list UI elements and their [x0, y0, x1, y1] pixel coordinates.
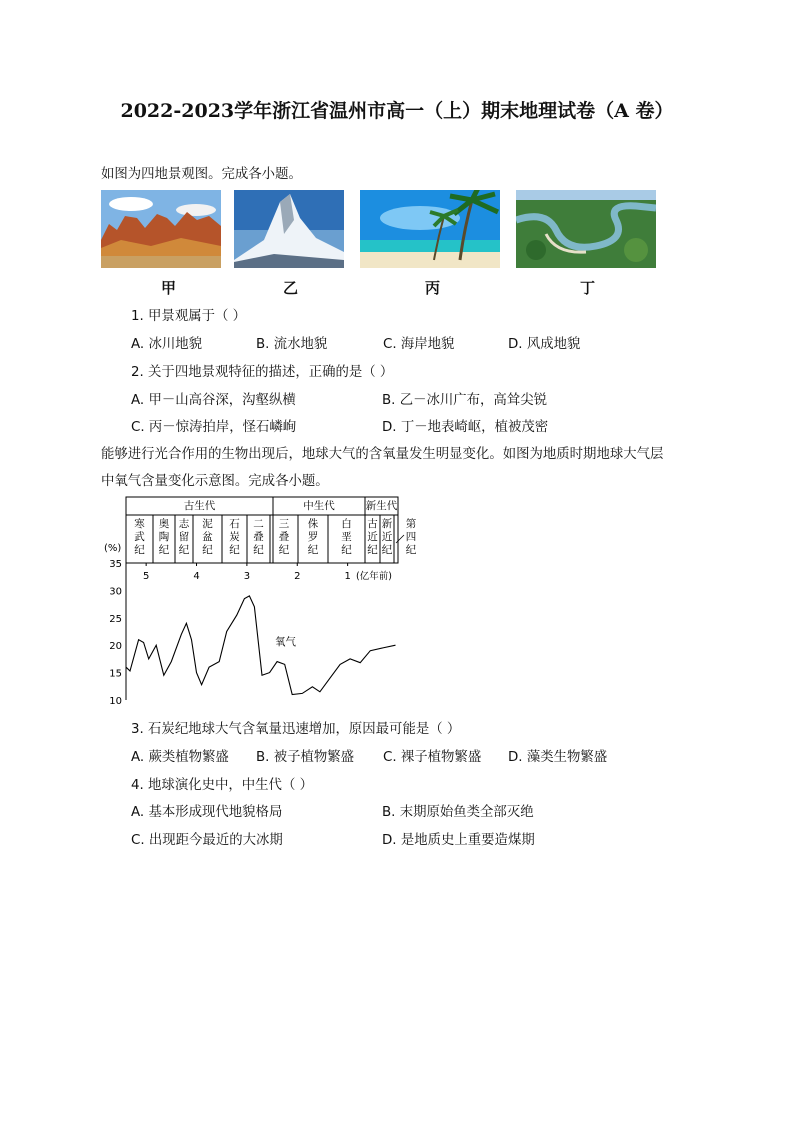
intro-text-1: 如图为四地景观图。完成各小题。: [101, 167, 302, 182]
landscape-photo-jia: [101, 190, 221, 268]
intro-text-2b: 中氧气含量变化示意图。完成各小题。: [101, 474, 329, 489]
y-tick-label: 10: [109, 696, 122, 707]
caption-jia: 甲: [161, 279, 177, 297]
y-tick-label: 35: [109, 559, 122, 570]
period-label: 留: [178, 531, 190, 543]
period-label: 二: [253, 518, 264, 530]
period-label: 古: [367, 518, 378, 530]
y-tick-label: 15: [109, 668, 122, 680]
question-3-stem: 3. 石炭纪地球大气含氧量迅速增加，原因最可能是（ ）: [131, 722, 461, 737]
q1-option-a[interactable]: A. 冰川地貌: [131, 337, 202, 352]
y-tick-label: 30: [109, 586, 122, 598]
x-tick-label: 2: [294, 571, 301, 582]
q2-option-b[interactable]: B. 乙－冰川广布，高耸尖锐: [382, 393, 547, 408]
q2-option-a[interactable]: A. 甲－山高谷深，沟壑纵横: [131, 393, 296, 408]
caption-ding: 丁: [580, 279, 596, 297]
oxygen-series-line: [126, 596, 396, 695]
period-label: 纪: [253, 544, 264, 556]
q3-option-b[interactable]: B. 被子植物繁盛: [256, 750, 355, 765]
q4-option-a[interactable]: A. 基本形成现代地貌格局: [131, 805, 283, 820]
q1-option-c[interactable]: C. 海岸地貌: [383, 337, 455, 352]
q4-option-d[interactable]: D. 是地质史上重要造煤期: [382, 833, 535, 848]
period-label: 近: [381, 531, 393, 543]
period-label: 纪: [158, 544, 170, 556]
period-label: 三: [278, 518, 290, 530]
period-label: 奥: [158, 518, 170, 530]
period-label: 纪: [405, 544, 417, 556]
period-label: 白: [341, 518, 352, 530]
y-axis-unit: (%): [104, 543, 122, 554]
q4-option-c[interactable]: C. 出现距今最近的大冰期: [131, 833, 283, 848]
era-label: 古生代: [183, 500, 216, 512]
period-label: 罗: [307, 531, 319, 543]
period-label: 近: [367, 531, 378, 543]
period-label: 叠: [253, 531, 264, 543]
period-label: 纪: [278, 544, 290, 556]
period-label: 寒: [134, 518, 145, 530]
period-label: 纪: [134, 544, 145, 556]
q3-option-c[interactable]: C. 裸子植物繁盛: [383, 750, 482, 765]
y-tick-label: 20: [109, 641, 122, 653]
period-label: 叠: [278, 531, 290, 543]
caption-bing: 丙: [425, 279, 441, 297]
intro-text-2a: 能够进行光合作用的生物出现后，地球大气的含氧量发生明显变化。如图为地质时期地球大气层: [101, 447, 664, 462]
period-label: 炭: [229, 531, 240, 543]
period-label: 新: [381, 518, 393, 530]
x-tick-label: 5: [142, 571, 150, 582]
era-label: 新生代: [365, 500, 398, 512]
period-label: 武: [134, 531, 145, 543]
question-2-stem: 2. 关于四地景观特征的描述，正确的是（ ）: [131, 365, 394, 380]
landscape-photo-ding: [516, 190, 656, 268]
period-label: 泥: [202, 518, 213, 530]
x-tick-label: 1: [344, 571, 351, 582]
question-4-stem: 4. 地球演化史中，中生代（ ）: [131, 778, 313, 793]
period-label: 纪: [202, 544, 213, 556]
q1-option-d[interactable]: D. 风成地貌: [508, 337, 581, 352]
danxia-landform-photo: [101, 190, 221, 268]
page-title: 2022-2023学年浙江省温州市高一（上）期末地理试卷（A 卷）: [120, 100, 674, 122]
y-tick-label: 25: [109, 613, 122, 625]
period-label: 纪: [341, 544, 352, 556]
landscape-photo-yi: [234, 190, 344, 268]
period-label: 盆: [202, 531, 213, 543]
period-label: 陶: [158, 531, 170, 543]
meandering-river-photo: [516, 190, 656, 268]
tropical-beach-photo: [360, 190, 500, 268]
q3-option-d[interactable]: D. 藻类生物繁盛: [508, 750, 608, 765]
x-axis-unit: (亿年前): [356, 571, 392, 582]
quaternary-pointer: [396, 535, 404, 543]
caption-yi: 乙: [283, 279, 299, 297]
q1-option-b[interactable]: B. 流水地貌: [256, 337, 328, 352]
period-label: 纪: [381, 544, 393, 556]
era-label: 中生代: [303, 500, 335, 512]
period-label: 垩: [341, 531, 352, 543]
series-label: 氧气: [275, 636, 296, 648]
question-1-stem: 1. 甲景观属于（ ）: [131, 309, 247, 324]
x-tick-label: 3: [243, 571, 251, 582]
q2-option-c[interactable]: C. 丙－惊涛拍岸，怪石嶙峋: [131, 420, 297, 435]
period-label: 纪: [178, 544, 190, 556]
period-label: 侏: [307, 518, 319, 530]
x-tick-label: 4: [193, 571, 200, 582]
period-label: 纪: [367, 544, 378, 556]
period-label: 第: [405, 518, 417, 530]
q3-option-a[interactable]: A. 蕨类植物繁盛: [131, 750, 229, 765]
period-label: 纪: [229, 544, 240, 556]
q4-option-b[interactable]: B. 末期原始鱼类全部灭绝: [382, 805, 534, 820]
glacier-peak-photo: [234, 190, 344, 268]
period-label: 四: [405, 531, 417, 543]
landscape-photo-bing: [360, 190, 500, 268]
q2-option-d[interactable]: D. 丁－地表崎岖，植被茂密: [382, 420, 549, 435]
period-label: 纪: [307, 544, 319, 556]
oxygen-chart: [100, 495, 420, 707]
period-label: 石: [229, 518, 240, 530]
period-label: 志: [178, 518, 190, 530]
